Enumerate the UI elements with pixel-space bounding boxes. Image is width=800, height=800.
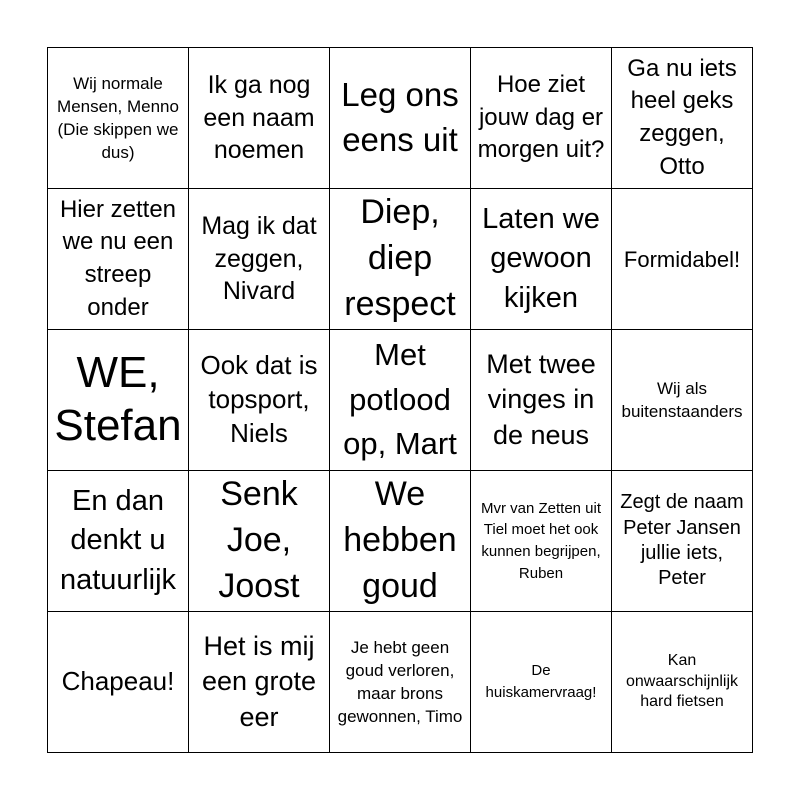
- bingo-cell[interactable]: [471, 189, 612, 330]
- cell-text: Laten we gewoon kijken: [482, 203, 600, 314]
- bingo-cell[interactable]: [471, 612, 612, 753]
- cell-text: Ga nu iets heel geks zeggen, Otto: [627, 54, 737, 180]
- cell-text: Ik ga nog een naam noemen: [203, 71, 315, 165]
- bingo-cell[interactable]: [612, 612, 753, 753]
- bingo-cell[interactable]: [189, 612, 330, 753]
- cell-text: We hebben goud: [343, 475, 457, 605]
- bingo-cell[interactable]: [330, 471, 471, 612]
- cell-text: WE, Stefan: [54, 348, 182, 450]
- bingo-cell[interactable]: [330, 48, 471, 189]
- cell-text: Hier zetten we nu een streep onder: [59, 195, 177, 321]
- bingo-cell[interactable]: [330, 189, 471, 330]
- bingo-cell[interactable]: [471, 471, 612, 612]
- bingo-cell[interactable]: [471, 330, 612, 471]
- bingo-cell[interactable]: [48, 189, 189, 330]
- cell-text: Ook dat is topsport, Niels: [200, 350, 318, 448]
- bingo-cell[interactable]: [189, 48, 330, 189]
- cell-text: Formidabel!: [623, 246, 741, 272]
- bingo-cell[interactable]: [330, 612, 471, 753]
- cell-text: Kan onwaarschijnlijk hard fietsen: [625, 651, 739, 711]
- bingo-cell[interactable]: [471, 48, 612, 189]
- bingo-cell[interactable]: [48, 48, 189, 189]
- bingo-cell[interactable]: [189, 330, 330, 471]
- bingo-cell[interactable]: [612, 189, 753, 330]
- cell-text: Diep, diep respect: [344, 193, 456, 323]
- bingo-cell[interactable]: [612, 471, 753, 612]
- bingo-cell[interactable]: [330, 330, 471, 471]
- cell-text: Mvr van Zetten uit Tiel moet het ook kunnen begrijpen, Ruben: [480, 499, 602, 582]
- cell-text: En dan denkt u natuurlijk: [59, 485, 177, 596]
- cell-text: Hoe ziet jouw dag er morgen uit?: [477, 71, 605, 164]
- cell-text: Leg ons eens uit: [341, 76, 459, 158]
- cell-text: Je hebt geen goud verloren, maar brons gewonnen, Timo: [337, 637, 463, 727]
- cell-text: Senk Joe, Joost: [218, 475, 300, 605]
- bingo-cell[interactable]: [612, 48, 753, 189]
- cell-text: Wij normale Mensen, Menno (Die skippen we dus): [57, 73, 179, 163]
- bingo-cell[interactable]: [48, 330, 189, 471]
- cell-text: Chapeau!: [61, 666, 175, 697]
- bingo-cell[interactable]: [48, 471, 189, 612]
- bingo-board: [47, 47, 753, 753]
- bingo-cell[interactable]: [189, 189, 330, 330]
- cell-text: Het is mij een grote eer: [201, 631, 317, 732]
- cell-text: De huiskamervraag!: [485, 662, 597, 701]
- cell-text: Met potlood op, Mart: [343, 336, 457, 462]
- cell-text: Mag ik dat zeggen, Nivard: [201, 212, 317, 306]
- cell-text: Met twee vinges in de neus: [486, 349, 596, 450]
- bingo-cell[interactable]: [189, 471, 330, 612]
- bingo-cell[interactable]: [612, 330, 753, 471]
- cell-text: Zegt de naam Peter Jansen jullie iets, Peter: [620, 491, 744, 590]
- cell-text: Wij als buitenstaanders: [621, 378, 743, 421]
- bingo-cell[interactable]: [48, 612, 189, 753]
